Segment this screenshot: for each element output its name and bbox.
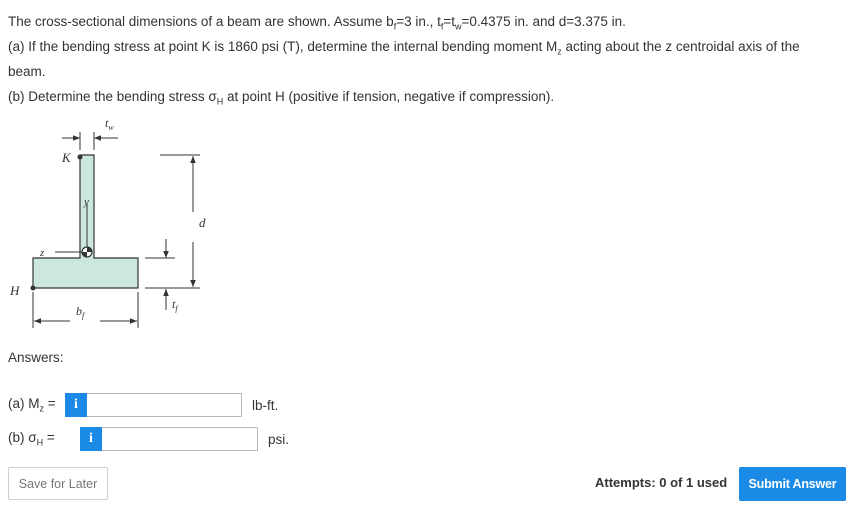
- problem-part-a-cont: beam.: [8, 64, 46, 80]
- centroid-icon: [82, 247, 92, 257]
- beam-cross-section-figure: [0, 112, 240, 337]
- attempts-counter: Attempts: 0 of 1 used: [595, 475, 728, 490]
- sub-f: f: [393, 21, 397, 32]
- label-tf: $t_f$: [172, 297, 178, 313]
- answer-a-unit: lb-ft.: [252, 397, 279, 413]
- intro-text-b: =3 in., t: [396, 14, 441, 29]
- label-y: y: [84, 196, 89, 208]
- sub-z: z: [557, 46, 562, 57]
- problem-part-a: [8, 37, 858, 62]
- answer-row-b: [8, 427, 289, 451]
- point-k-marker: [78, 155, 83, 160]
- part-a-text-2: acting about the z centroidal axis of the: [561, 39, 800, 55]
- save-for-later-button[interactable]: Save for Later: [8, 467, 108, 500]
- label-d: d: [199, 215, 206, 230]
- answer-b-label: (b) $\sigma_H$ =: [8, 430, 55, 448]
- answer-a-input[interactable]: [87, 393, 242, 417]
- label-bf: $b_f$: [76, 304, 85, 320]
- problem-statement: [8, 12, 858, 112]
- answers-heading: Answers:: [8, 350, 64, 365]
- label-k: K: [62, 150, 71, 165]
- submit-answer-button[interactable]: Submit Answer: [739, 467, 846, 501]
- part-b-text: (b) Determine the bending stress σ: [8, 88, 217, 104]
- answer-b-unit: psi.: [268, 431, 290, 447]
- answer-a-label: (a) $M_z$ =: [8, 396, 56, 414]
- part-a-text: (a) If the bending stress at point K is 1860 psi (T), determine the internal bending moment M: [8, 39, 558, 55]
- intro-text: The cross-sectional dimensions of a beam are shown. Assume b: [8, 14, 394, 29]
- info-icon[interactable]: i: [65, 393, 87, 417]
- tee-shape: [33, 155, 138, 288]
- sub-h: H: [216, 96, 224, 107]
- sub-w: w: [455, 21, 462, 32]
- sub-f-2: f: [440, 21, 444, 32]
- label-tw: $t_w$: [105, 116, 114, 132]
- problem-part-b: [8, 87, 858, 112]
- answer-b-input[interactable]: [102, 427, 258, 451]
- label-z: z: [40, 247, 45, 259]
- intro-text-d: =0.4375 in. and d=3.375 in.: [461, 14, 626, 29]
- problem-intro: [8, 12, 858, 37]
- intro-text-c: =t: [443, 14, 456, 29]
- info-icon[interactable]: i: [80, 427, 102, 451]
- part-b-text-2: at point H (positive if tension, negative if compression).: [223, 88, 555, 104]
- label-h: H: [10, 283, 20, 298]
- point-h-marker: [31, 286, 36, 291]
- answer-row-a: [8, 393, 278, 417]
